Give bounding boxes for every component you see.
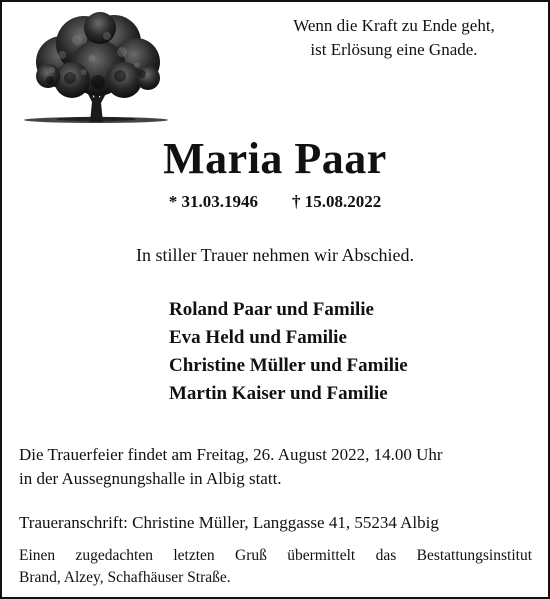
ceremony-line-2: in der Aussegnungshalle in Albig statt. bbox=[19, 469, 282, 488]
life-dates bbox=[2, 191, 548, 213]
ceremony-line-1: Die Trauerfeier findet am Freitag, 26. August 2022, 14.00 Uhr bbox=[19, 445, 443, 464]
tree-icon bbox=[22, 10, 170, 130]
birth-date: * 31.03.1946 bbox=[168, 192, 258, 211]
ceremony-info bbox=[19, 443, 534, 491]
quote-line-2: ist Erlösung eine Gnade. bbox=[310, 40, 478, 59]
mourning-address: Traueranschrift: Christine Müller, Langgasse 41, 55234 Albig bbox=[19, 513, 439, 532]
funeral-home-greeting bbox=[19, 545, 532, 589]
death-date: † 15.08.2022 bbox=[292, 192, 382, 211]
farewell-text: In stiller Trauer nehmen wir Abschied. bbox=[136, 245, 414, 265]
mourner-item: Martin Kaiser und Familie bbox=[169, 383, 388, 404]
greeting-line-1: Einen zugedachten letzten Gruß übermittelt das Bestattungsinstitut bbox=[19, 547, 532, 564]
quote-line-1: Wenn die Kraft zu Ende geht, bbox=[293, 16, 495, 35]
deceased-name: Maria Paar bbox=[163, 134, 387, 183]
mourner-item: Eva Held und Familie bbox=[169, 327, 347, 348]
greeting-line-2: Brand, Alzey, Schafhäuser Straße. bbox=[19, 569, 231, 586]
mourner-item: Christine Müller und Familie bbox=[169, 355, 408, 376]
mourner-item: Roland Paar und Familie bbox=[169, 299, 374, 320]
memorial-quote bbox=[254, 14, 534, 62]
mourners-list bbox=[169, 296, 408, 408]
